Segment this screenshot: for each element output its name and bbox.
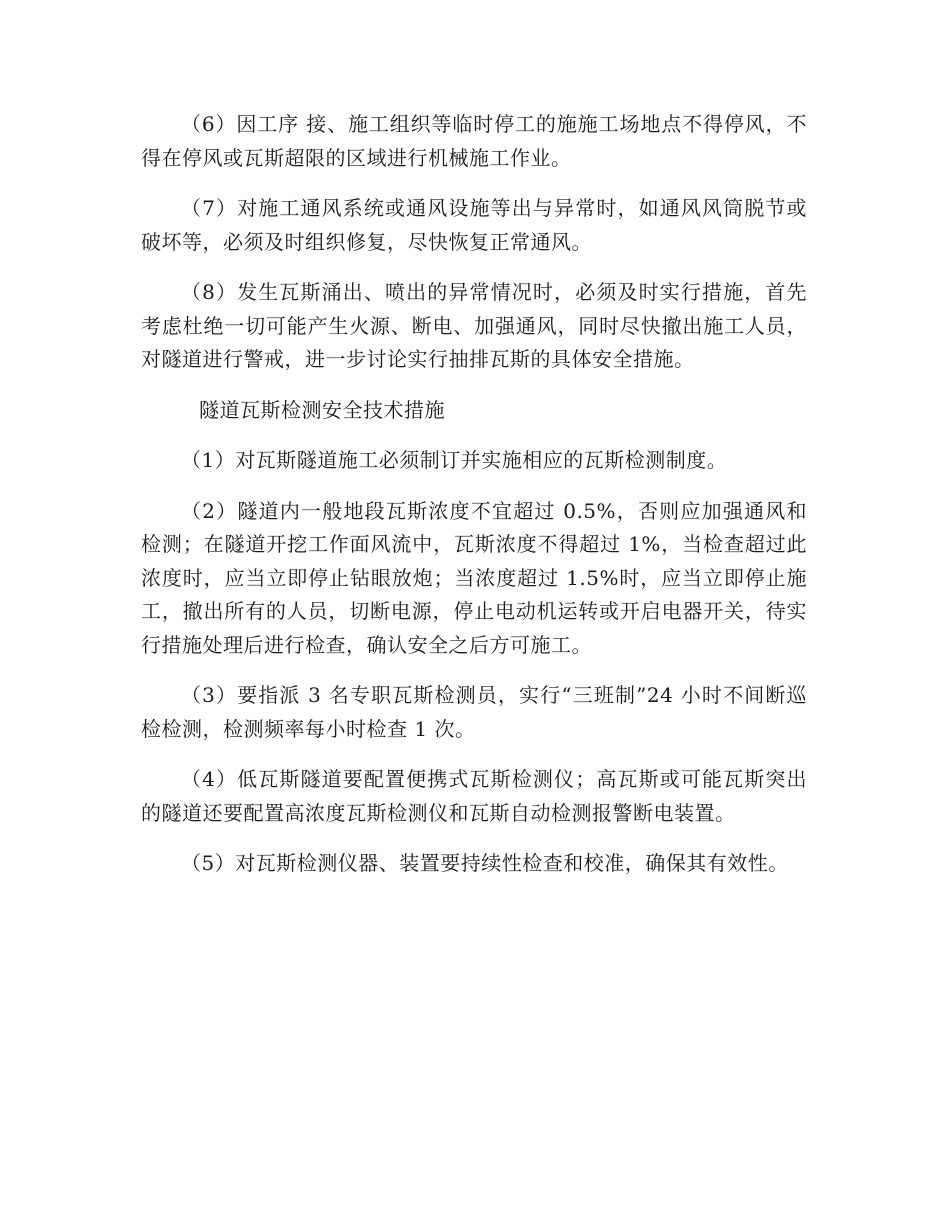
paragraph-5: （5）对瓦斯检测仪器、装置要持续性检查和校准，确保其有效性。 bbox=[181, 851, 789, 875]
paragraph-7: （7）对施工通风系统或通风设施等出与异常时，如通风风筒脱节或破坏等，必须及时组织修复，尽快恢复正常通风。 bbox=[141, 196, 807, 254]
section-heading: 隧道瓦斯检测安全技术措施 bbox=[199, 397, 445, 422]
document-page bbox=[141, 108, 807, 898]
paragraph-2: （2）隧道内一般地段瓦斯浓度不宜超过 0.5%，否则应加强通风和检测；在隧道开挖工作面风流中，瓦斯浓度不得超过 1%，当检查超过此浓度时，应当立即停止钻眼放炮；当浓度超过 1.5%时，应当立即停止施工，撤出所有的人员，切断电源，停止电动机运转或开启电器开关，待实行措施处理后进行检查，确认安全之后方可施工。 bbox=[141, 498, 807, 657]
paragraph-8: （8）发生瓦斯涌出、喷出的异常情况时，必须及时实行措施，首先考虑杜绝一切可能产生火源、断电、加强通风，同时尽快撤出施工人员，对隧道进行警戒，进一步讨论实行抽排瓦斯的具体安全措施。 bbox=[141, 280, 807, 371]
paragraph-4: （4）低瓦斯隧道要配置便携式瓦斯检测仪；高瓦斯或可能瓦斯突出的隧道还要配置高浓度瓦斯检测仪和瓦斯自动检测报警断电装置。 bbox=[141, 767, 807, 825]
paragraph-6: （6）因工序 接、施工组织等临时停工的施施工场地点不得停风，不得在停风或瓦斯超限的区域进行机械施工作业。 bbox=[141, 112, 807, 170]
paragraph-1: （1）对瓦斯隧道施工必须制订并实施相应的瓦斯检测制度。 bbox=[181, 448, 728, 472]
paragraph-3: （3）要指派 3 名专职瓦斯检测员，实行“三班制”24 小时不间断巡检检测，检测频率每小时检查 1 次。 bbox=[141, 683, 807, 741]
